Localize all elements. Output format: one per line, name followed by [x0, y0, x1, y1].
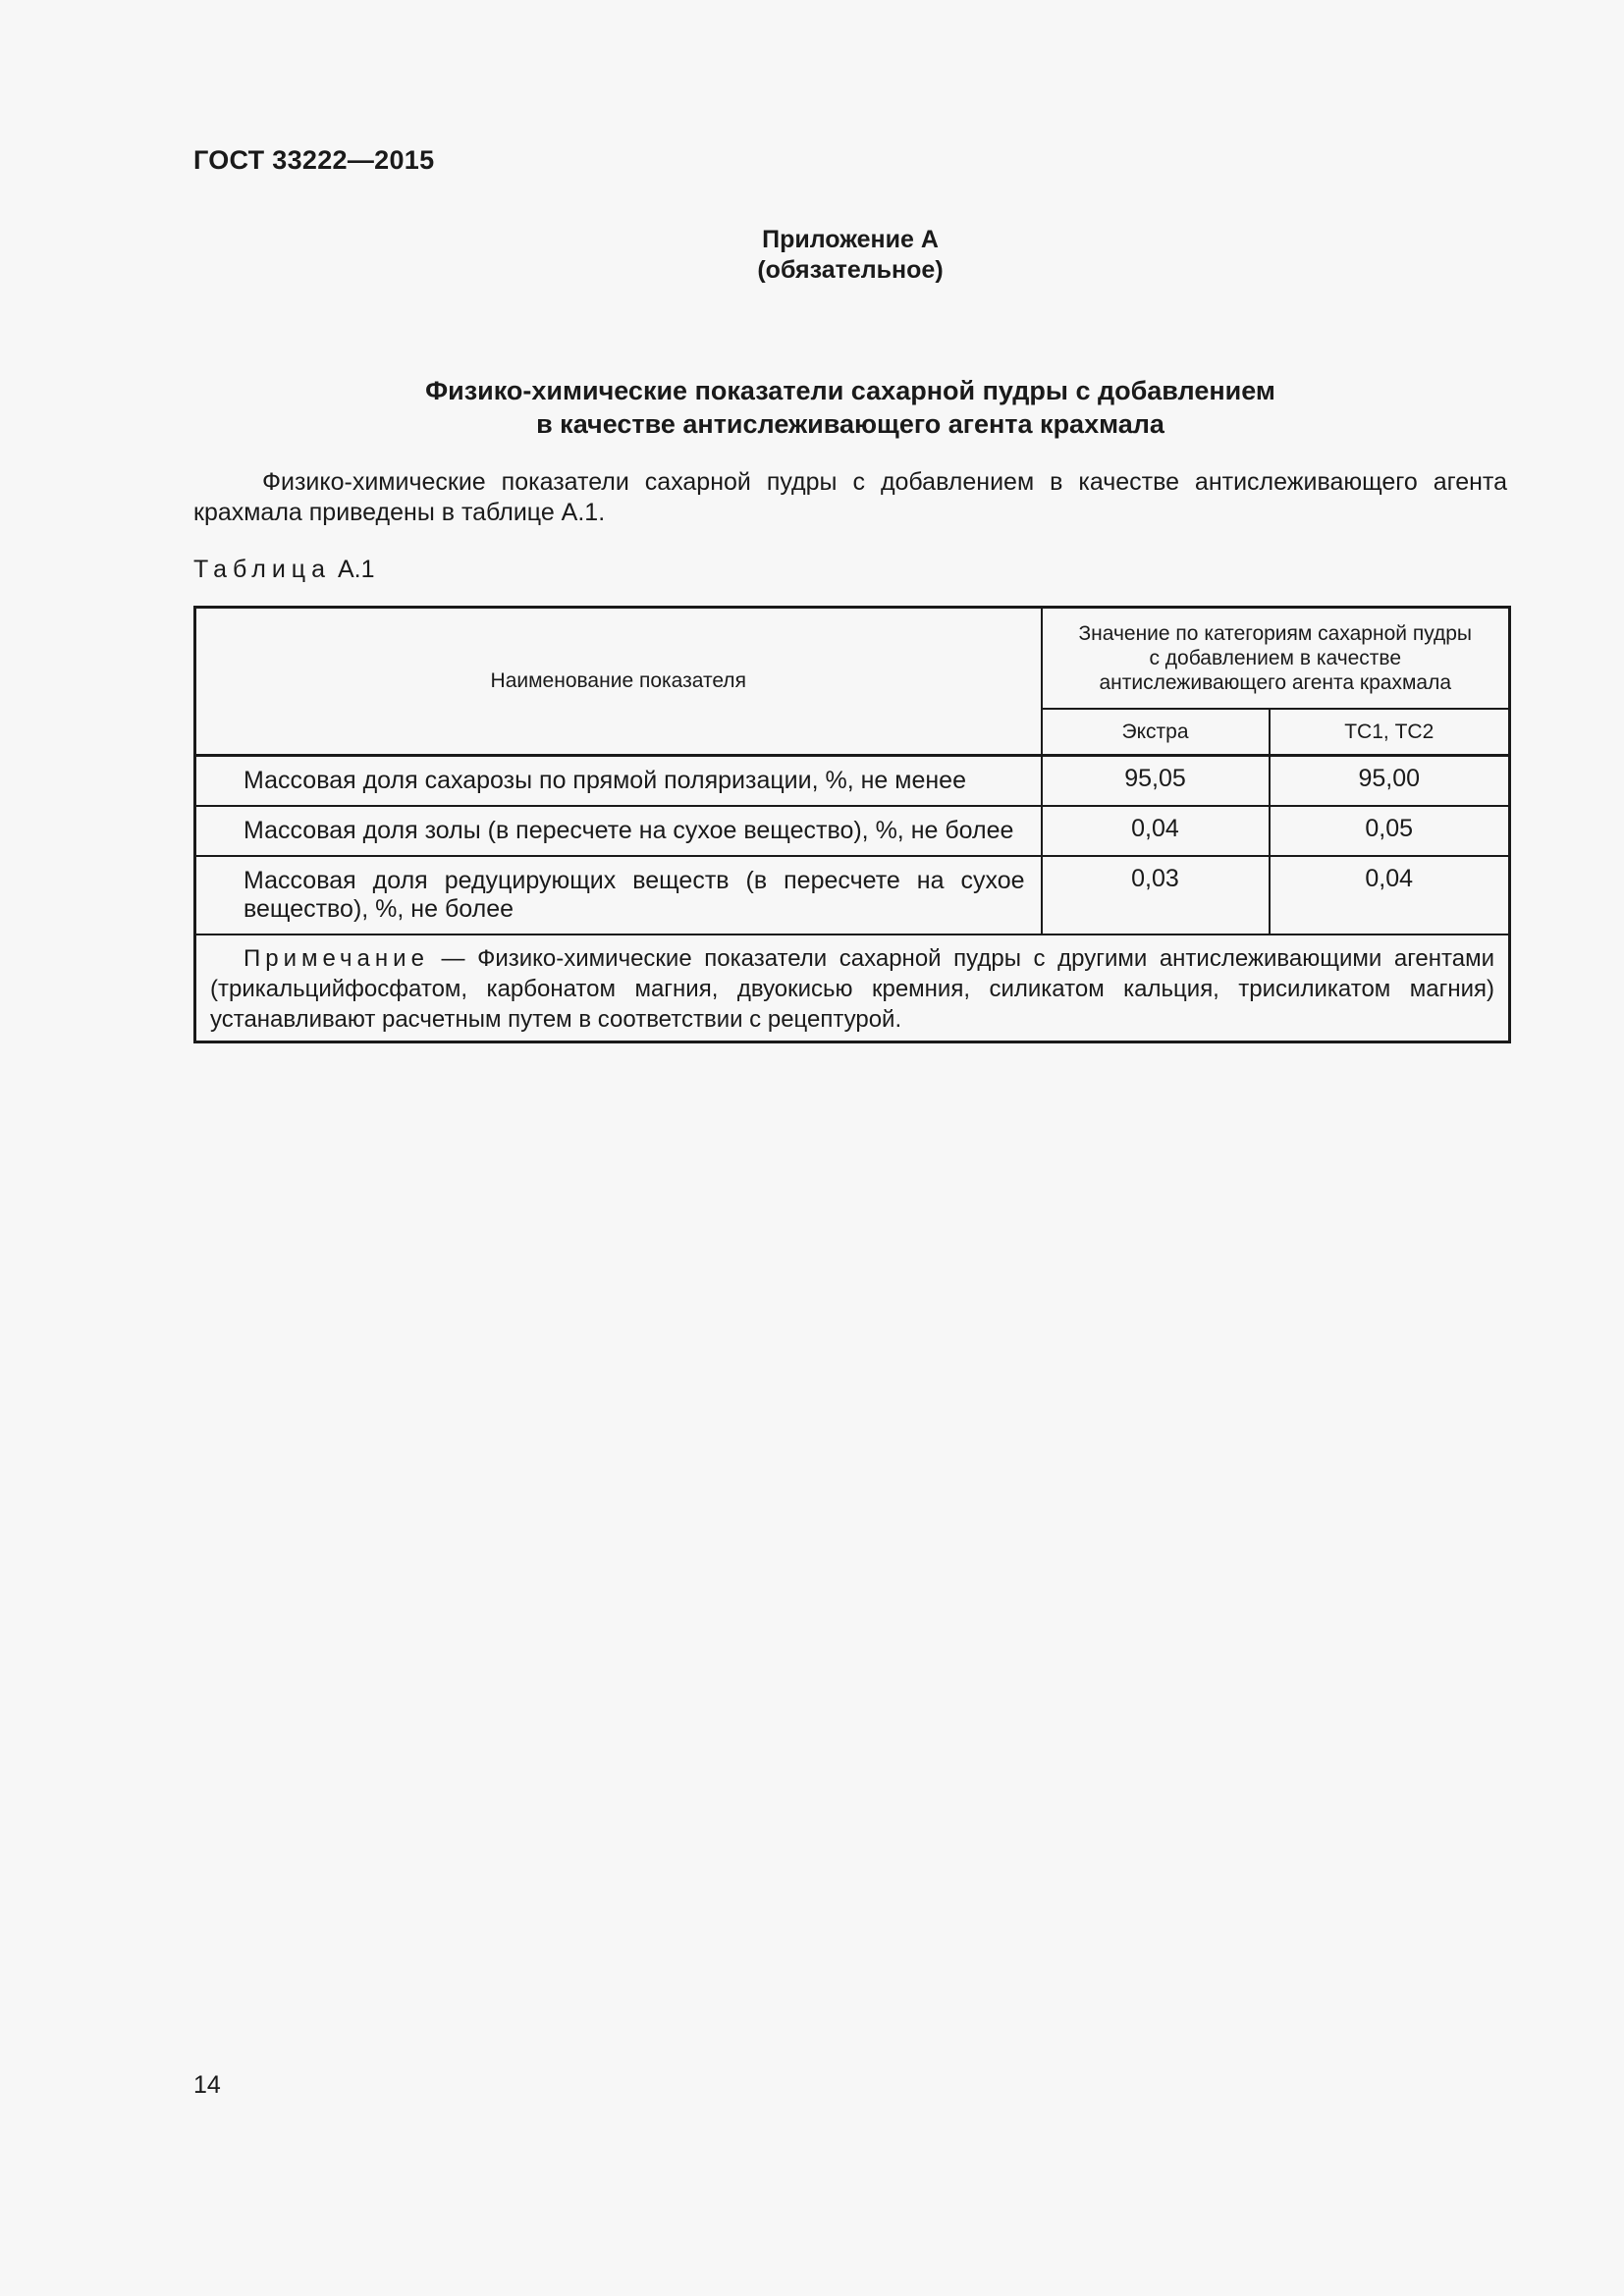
- table-caption-number: А.1: [337, 556, 375, 583]
- row-value-extra: 0,04: [1042, 806, 1270, 856]
- row-value-extra: 95,05: [1042, 756, 1270, 807]
- document-number: ГОСТ 33222—2015: [193, 145, 435, 175]
- appendix-title: Приложение А: [762, 226, 939, 253]
- appendix-status: (обязательное): [757, 256, 944, 284]
- header-tc: ТС1, ТС2: [1270, 709, 1510, 756]
- header-group-line1: Значение по категориям сахарной пудры: [1078, 622, 1473, 645]
- table-row: [195, 756, 1510, 807]
- row-value-extra: 0,03: [1042, 856, 1270, 934]
- table-header-row: [195, 608, 1510, 710]
- row-value-tc: 95,00: [1270, 756, 1510, 807]
- row-value-tc: 0,05: [1270, 806, 1510, 856]
- section-title-line2: в качестве антислеживающего агента крахмала: [536, 409, 1164, 439]
- table-row: [195, 856, 1510, 934]
- note-text: — Физико-химические показатели сахарной пудры с другими антислеживающими агентами (трикальцийфосфатом, карбонатом магния, двуокисью кремния, силикатом кальция, трисиликатом магния) устанавливают расчетным путем в соответствии с рецептурой.: [210, 945, 1494, 1033]
- indicators-table: [193, 606, 1511, 1043]
- row-value-tc: 0,04: [1270, 856, 1510, 934]
- header-category-values: [1042, 608, 1510, 710]
- table-caption: [193, 556, 375, 584]
- section-title-line1: Физико-химические показатели сахарной пудры с добавлением: [425, 376, 1275, 405]
- table-caption-word: Таблица: [193, 556, 332, 583]
- intro-text: Физико-химические показатели сахарной пудры с добавлением в качестве антислеживающего агента крахмала приведены в таблице А.1.: [193, 468, 1507, 526]
- appendix-heading: [193, 225, 1507, 286]
- row-indicator-name: Массовая доля редуцирующих веществ (в пересчете на сухое вещество), %, не более: [195, 856, 1042, 934]
- header-extra: Экстра: [1042, 709, 1270, 756]
- section-title: [193, 374, 1507, 441]
- note-label: Примечание: [244, 945, 429, 972]
- table-row: [195, 806, 1510, 856]
- table-note: [195, 934, 1510, 1042]
- table-note-row: [195, 934, 1510, 1042]
- page-number: 14: [193, 2071, 221, 2099]
- intro-paragraph: [193, 467, 1507, 528]
- header-indicator-name: Наименование показателя: [195, 608, 1042, 756]
- header-group-line3: антислеживающего агента крахмала: [1099, 671, 1452, 694]
- row-indicator-name: Массовая доля сахарозы по прямой поляризации, %, не менее: [195, 756, 1042, 807]
- row-indicator-name: Массовая доля золы (в пересчете на сухое вещество), %, не более: [195, 806, 1042, 856]
- header-group-line2: с добавлением в качестве: [1149, 647, 1402, 669]
